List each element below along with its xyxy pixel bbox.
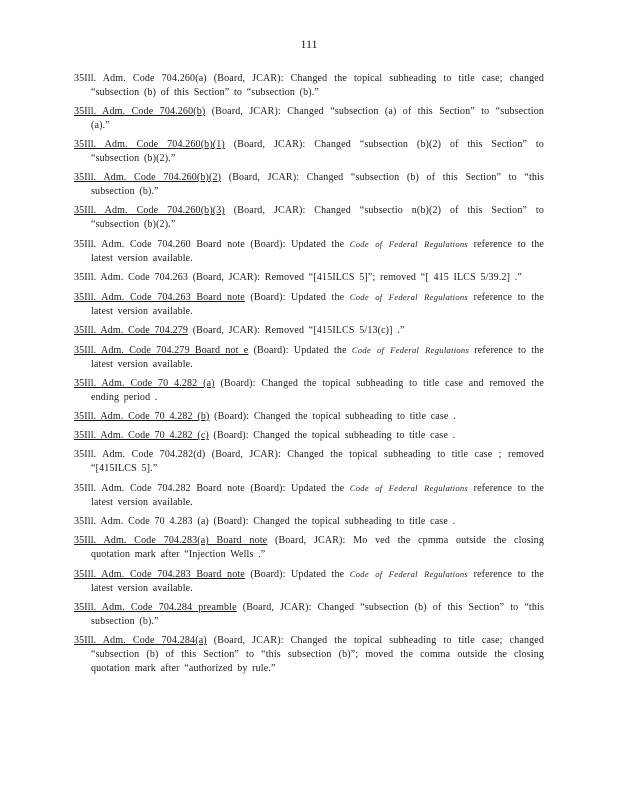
amendment-entry [74,429,544,443]
change-description: Removed “[415ILCS 5]”; removed “[ 415 ILCS 5/39.2] .” [260,272,523,283]
code-citation: 35Ill. Adm. Code 704.279 Board not e [74,345,249,356]
code-citation: 35Ill. Adm. Code 704.260(b)(2) [74,172,222,183]
amendment-entry [74,481,544,510]
change-description: (Board, JCAR): Changed “subsection (b) of this Section” to “this subsection (b).” [91,602,544,627]
amendment-entry [74,290,544,319]
code-citation: 35Ill. Adm. Code 70 4.283 (a) (Board): [74,516,249,527]
change-description: (Board, JCAR): Removed “[415ILCS 5/13(c)] .” [188,325,405,336]
amendment-entry [74,324,544,338]
code-citation: 35Ill. Adm. Code 704.260 Board note (Board): [74,239,286,250]
amendment-entry [74,410,544,424]
code-citation: 35Ill. Adm. Code 704.284 preamble [74,602,237,613]
change-description: (Board, JCAR): Changed “subsection (a) of this Section” to “subsection (a).” [91,106,544,131]
amendment-list [74,72,544,681]
change-description: (Board, JCAR): Changed the topical subheading to title case; changed “subsection (b) of this Section” to “this subsection (b)”; moved the comma outside the closing quotation mark after “authorized by rule.” [91,635,544,674]
cfr-title: Code of Federal Regulations [349,292,469,302]
code-citation: 35Ill. Adm. Code 704.282(d) [74,449,206,460]
code-citation: 35Ill. Adm. Code 704.260(b)(3) [74,205,225,216]
amendment-entry [74,204,544,232]
code-citation: 35Ill. Adm. Code 704.260(b) [74,106,206,117]
code-citation: 35Ill. Adm. Code 70 4.282 (a) [74,378,215,389]
change-description: Updated the [285,483,350,494]
amendment-entry [74,271,544,285]
page-number: 111 [300,37,318,51]
change-description: (Board): Changed the topical subheading to title case . [209,411,456,422]
code-citation: 35Ill. Adm. Code 704.284(a) [74,635,207,646]
change-description: (Board, JCAR): Changed “subsection (b)(2) of this Section” to “subsection (b)(2).” [91,139,544,164]
change-description: (Board): Changed the topical subheading to title case and removed the ending period . [91,378,544,403]
amendment-entry [74,567,544,596]
code-citation: 35Ill. Adm. Code 704.260(b)(1) [74,139,225,150]
amendment-entry [74,601,544,629]
change-description: (Board, JCAR): Changed “subsection (b) of this Section” to “this subsection (b).” [91,172,545,197]
cfr-title: Code of Federal Regulations [349,569,469,579]
change-description: (Board, JCAR): Mo ved the cpmma outside the closing quotation mark after “Injection Wells .” [91,535,544,560]
code-citation: 35Ill. Adm. Code 704.283 Board note [74,569,245,580]
change-description: (Board, JCAR): Changed “subsectio n(b)(2) of this Section” to “subsection (b)(2).” [91,205,544,230]
change-description-tail: reference to the latest version available. [91,292,544,317]
change-description: (Board): Updated the [248,345,352,356]
amendment-entry [74,534,544,562]
amendment-entry [74,448,544,476]
change-description-tail: reference to the latest version available. [91,569,544,594]
cfr-title: Code of Federal Regulations [349,239,469,249]
code-citation: 35Ill. Adm. Code 704.282 Board note (Board): [74,483,286,494]
code-citation: 35Ill. Adm. Code 704.263 Board note [74,292,245,303]
code-citation: 35Ill. Adm. Code 704.263 (Board, JCAR): [74,272,261,283]
change-description-tail: reference to the latest version available. [91,345,544,370]
amendment-entry [74,138,544,166]
change-description: (Board): Updated the [244,292,350,303]
change-description: Changed the topical subheading to title case . [248,516,456,527]
amendment-entry [74,171,544,199]
code-citation: 35Ill. Adm. Code 704.283(a) Board note [74,535,268,546]
cfr-title: Code of Federal Regulations [349,483,469,493]
change-description: (Board, JCAR): Changed the topical subheading to title case ; removed “[415ILCS 5].” [91,449,545,474]
change-description-tail: reference to the latest version available. [91,483,544,508]
amendment-entry [74,105,544,133]
amendment-entry [74,634,544,676]
amendment-entry [74,237,544,266]
amendment-entry [74,377,544,405]
code-citation: 35Ill. Adm. Code 70 4.282 (b) [74,411,210,422]
change-description: Updated the [285,239,350,250]
amendment-entry [74,515,544,529]
change-description: (Board): Updated the [244,569,350,580]
change-description: (Board): Changed the topical subheading to title case . [208,430,456,441]
code-citation: 35Ill. Adm. Code 704.279 [74,325,189,336]
amendment-entry [74,72,544,100]
change-description: (Board, JCAR): Changed the topical subheading to title case; changed “subsection (b) of this Section” to “subsection (b).” [91,73,544,98]
amendment-entry [74,343,544,372]
change-description-tail: reference to the latest version available. [91,239,544,264]
code-citation: 35Ill. Adm. Code 70 4.282 (c) [74,430,209,441]
code-citation: 35Ill. Adm. Code 704.260(a) [74,73,207,84]
cfr-title: Code of Federal Regulations [351,345,470,355]
